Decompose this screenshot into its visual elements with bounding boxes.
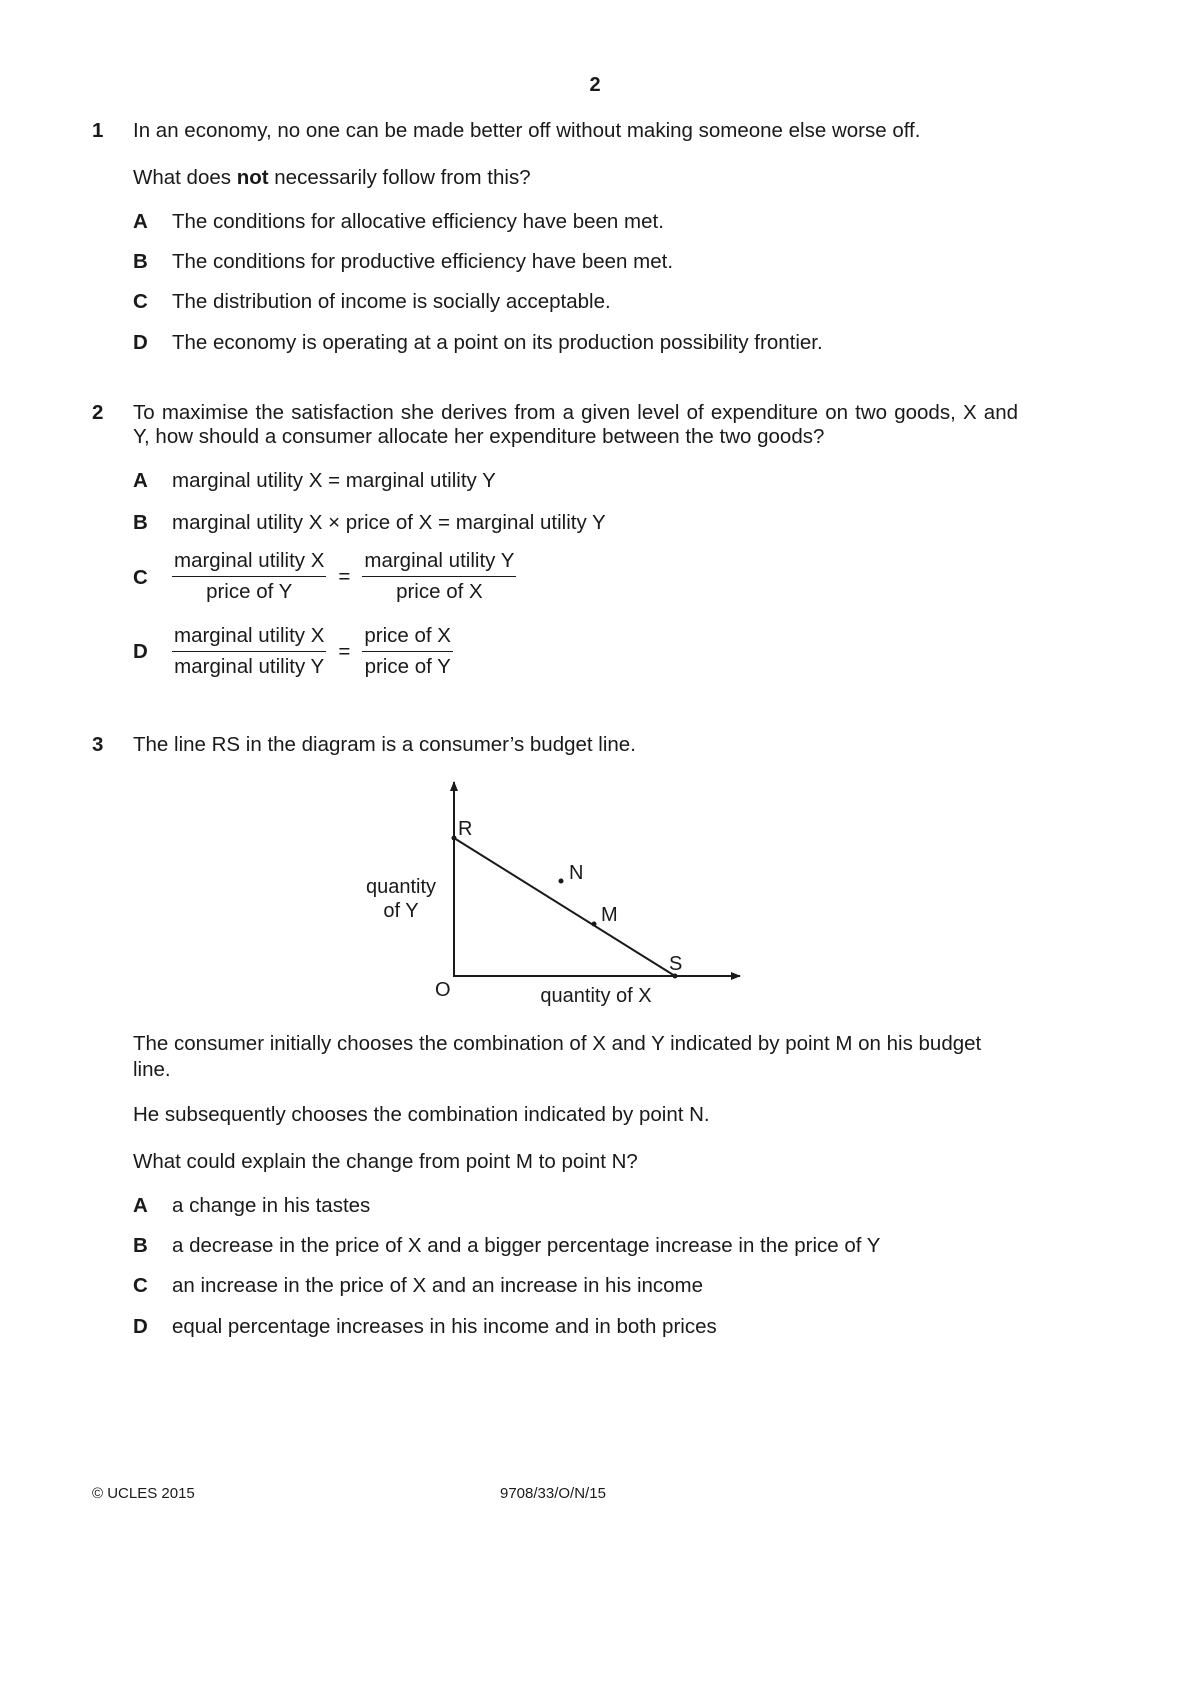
fraction-numerator: marginal utility X: [172, 548, 326, 577]
equals-sign: =: [338, 564, 351, 588]
budget-line-rs: [454, 838, 675, 976]
question-1-number: 1: [92, 119, 104, 142]
q1-option-b-text: The conditions for productive efficiency have been met.: [172, 250, 674, 273]
equals-sign: =: [338, 639, 351, 663]
fraction-numerator: marginal utility Y: [362, 548, 516, 577]
q1-option-d-letter: D: [133, 331, 148, 354]
q3-option-c-letter: C: [133, 1274, 148, 1297]
x-axis-label: quantity of X: [540, 985, 652, 1007]
point-n-label: N: [569, 862, 584, 884]
question-1-prompt-start: What does: [133, 166, 237, 189]
question-3-stem: The line RS in the diagram is a consumer’s budget line.: [133, 733, 636, 756]
q2-option-a-letter: A: [133, 469, 148, 492]
question-2-stem-line-2: Y, how should a consumer allocate her expenditure between the two goods?: [133, 425, 825, 448]
question-3-paragraph-1: The consumer initially chooses the combination of X and Y indicated by point M on his budget line.: [133, 1032, 982, 1081]
point-r-dot: [452, 836, 457, 841]
q1-option-d-text: The economy is operating at a point on its production possibility frontier.: [172, 331, 823, 354]
fraction-denominator: price of Y: [206, 580, 293, 603]
question-3-prompt: What could explain the change from point M to point N?: [133, 1150, 638, 1173]
q2-option-a-text: marginal utility X = marginal utility Y: [172, 469, 496, 492]
question-2-stem-line-1: To maximise the satisfaction she derives from a given level of expenditure on two goods, X and: [133, 401, 1018, 424]
question-1-stem: In an economy, no one can be made better off without making someone else worse off.: [133, 119, 921, 142]
point-n-dot: [559, 879, 564, 884]
q3-option-b-text: a decrease in the price of X and a bigger percentage increase in the price of Y: [172, 1234, 881, 1257]
q3-option-d-text: equal percentage increases in his income and in both prices: [172, 1315, 717, 1338]
q1-option-c-letter: C: [133, 290, 148, 313]
point-s-label: S: [669, 953, 683, 975]
q1-option-a-text: The conditions for allocative efficiency have been met.: [172, 210, 664, 233]
q1-option-c-text: The distribution of income is socially acceptable.: [172, 290, 611, 313]
origin-label: O: [435, 979, 451, 1001]
q3-option-d-letter: D: [133, 1315, 148, 1338]
question-1-prompt-emphasis: not: [236, 166, 269, 189]
fraction-denominator: price of X: [396, 580, 483, 603]
q2-option-b-text: marginal utility X × price of X = marginal utility Y: [172, 511, 606, 534]
question-1-prompt-end: necessarily follow from this?: [268, 166, 531, 189]
fraction-numerator: marginal utility X: [172, 623, 326, 652]
q1-option-b-letter: B: [133, 250, 148, 273]
question-2-number: 2: [92, 401, 104, 424]
q3-option-c-text: an increase in the price of X and an increase in his income: [172, 1274, 704, 1297]
question-3-number: 3: [92, 733, 104, 756]
fraction-numerator: price of X: [362, 623, 453, 652]
q2-option-c-letter: C: [133, 566, 148, 589]
fraction-denominator: price of Y: [364, 655, 451, 678]
point-m-dot: [592, 922, 597, 927]
point-m-label: M: [601, 904, 618, 926]
q3-option-a-text: a change in his tastes: [172, 1194, 371, 1217]
q2-option-d-letter: D: [133, 640, 148, 663]
y-axis-label-line-2: of Y: [383, 900, 419, 922]
copyright-notice: © UCLES 2015: [92, 1485, 195, 1502]
q1-option-a-letter: A: [133, 210, 148, 233]
y-axis-label-line-1: quantity: [365, 876, 437, 898]
fraction-denominator: marginal utility Y: [174, 655, 325, 678]
point-r-label: R: [458, 818, 473, 840]
paper-code: 9708/33/O/N/15: [500, 1485, 606, 1502]
q3-option-a-letter: A: [133, 1194, 148, 1217]
q2-option-b-letter: B: [133, 511, 148, 534]
question-3-paragraph-2: He subsequently chooses the combination indicated by point N.: [133, 1103, 710, 1126]
q3-option-b-letter: B: [133, 1234, 148, 1257]
page-number: 2: [589, 74, 601, 96]
